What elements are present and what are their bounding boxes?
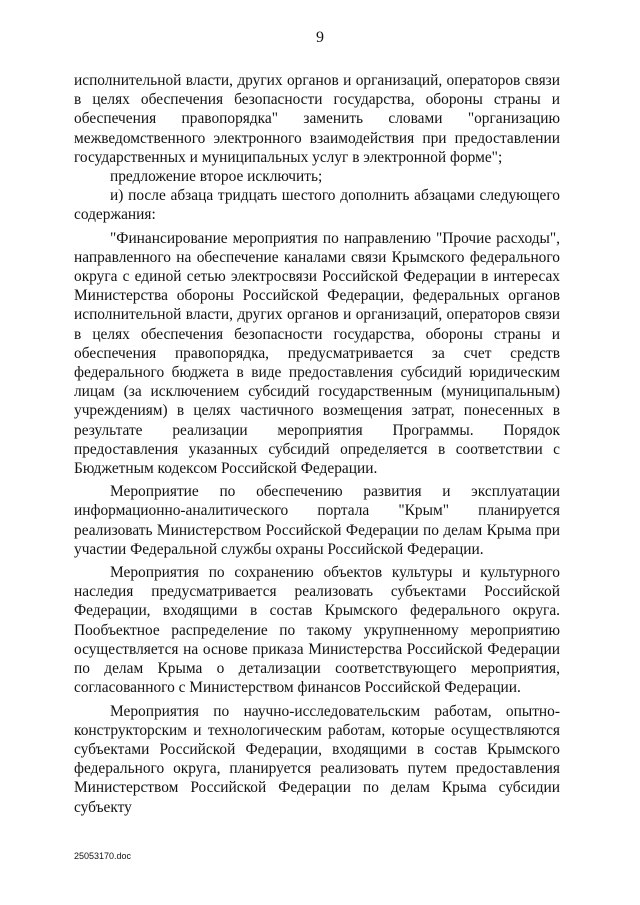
paragraph-financing: "Финансирование мероприятия по направлению "Прочие расходы", направленного на обеспечение каналами связи Крымского федерального округа с единой сетью электросвязи Российской Федерации в интересах Министерства обороны Российской Федерации, федеральных органов исполнительной власти, других органов и организаций, операторов связи в целях обеспечения безопасности государства, обороны страны и обеспечения правопорядка, предусматривается за счет средств федерального бюджета в виде предоставления субсидий юридическим лицам (за исключением субсидий государственным (муниципальным) учреждениям) в целях частичного возмещения затрат, понесенных в результате реализации мероприятия Программы. Порядок предоставления указанных субсидий определяется в соответствии с Бюджетным кодексом Российской Федерации. (74, 229, 560, 478)
paragraph-culture: Мероприятия по сохранению объектов культуры и культурного наследия предусматривается реализовать субъектами Российской Федерации, входящими в состав Крымского федерального округа. Пообъектное распределение по такому укрупненному мероприятию осуществляется на основе приказа Министерства Российской Федерации по делам Крыма о детализации соответствующего мероприятия, согласованного с Министерством финансов Российской Федерации. (74, 564, 560, 697)
paragraph-item-i: и) после абзаца тридцать шестого дополнить абзацами следующего содержания: (74, 187, 560, 224)
page-number: 9 (316, 29, 324, 46)
paragraph-research: Мероприятия по научно-исследовательским работам, опытно-конструкторским и технологическим работам, которые осуществляются субъектами Российской Федерации, входящими в состав Крымского федерального округа, планируется реализовать путем предоставления Министерством Российской Федерации по делам Крыма субсидии субъекту (74, 702, 560, 816)
document-body (74, 71, 560, 817)
document-file-code: 25053170.doc (74, 851, 132, 861)
paragraph-continuation: исполнительной власти, других органов и организаций, операторов связи в целях обеспечения безопасности государства, обороны страны и обеспечения правопорядка" заменить словами "организацию межведомственного электронного взаимодействия при предоставлении государственных и муниципальных услуг в электронной форме"; (74, 72, 560, 166)
paragraph-delete-sentence: предложение второе исключить; (110, 168, 323, 186)
paragraph-portal: Мероприятие по обеспечению развития и эксплуатации информационно-аналитического портала "Крым" планируется реализовать Министерством Российской Федерации по делам Крыма при участии Федеральной службы охраны Российской Федерации. (74, 483, 560, 558)
